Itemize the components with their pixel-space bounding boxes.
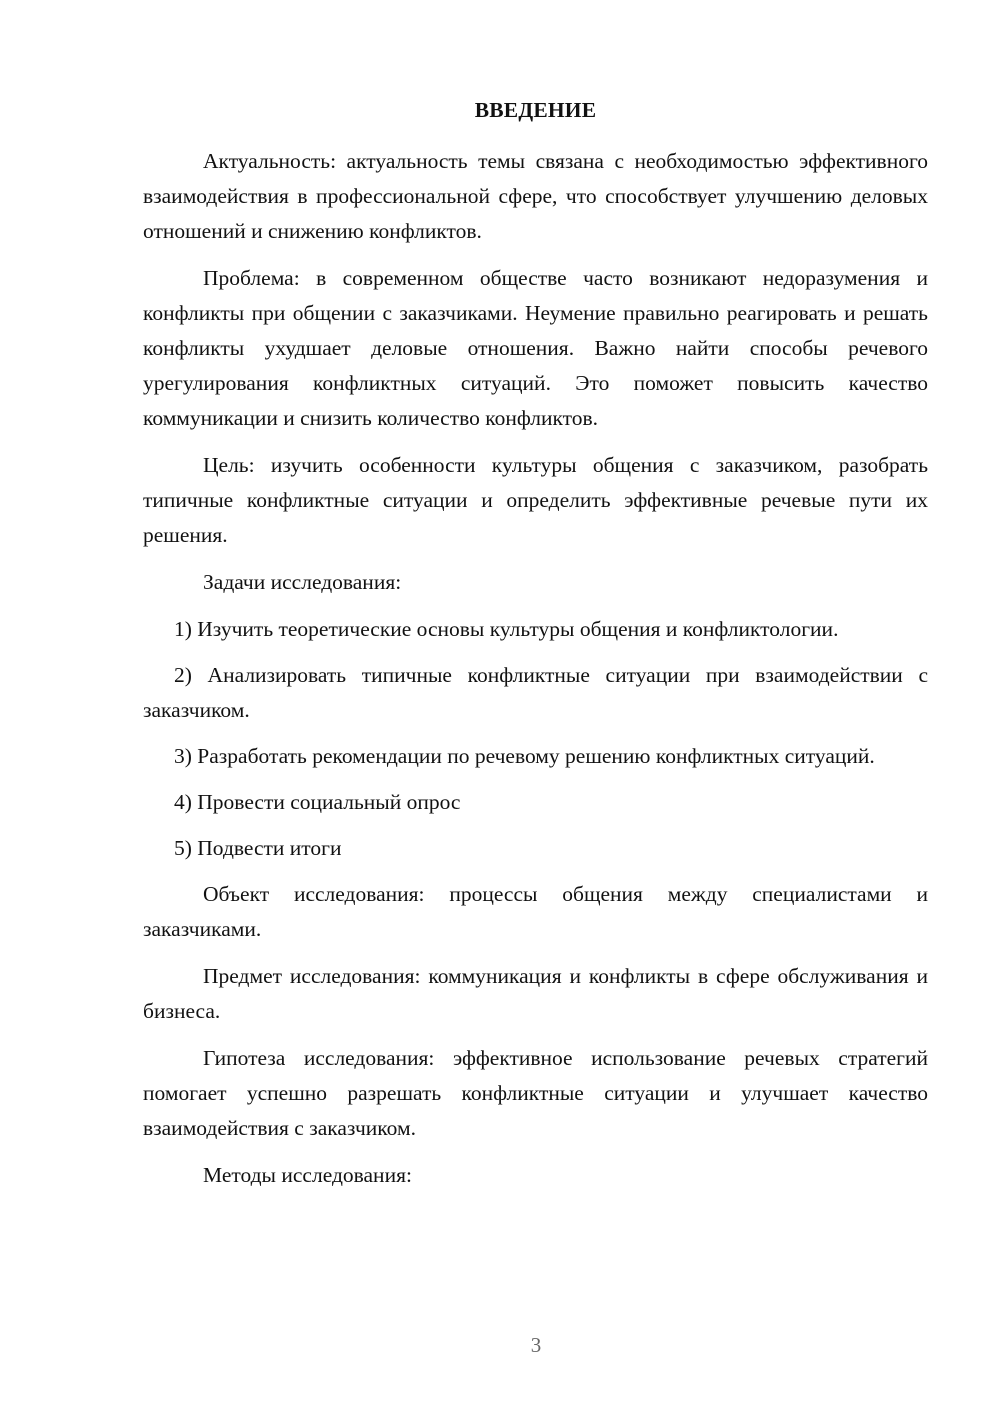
paragraph-tasks-heading: Задачи исследования: — [203, 570, 402, 594]
task-item-5: 5) Подвести итоги — [174, 836, 342, 860]
paragraph-subject: Предмет исследования: коммуникация и конфликты в сфере обслуживания и бизнеса. — [143, 964, 928, 1023]
task-item-2: 2) Анализировать типичные конфликтные ситуации при взаимодействии с заказчиком. — [143, 663, 928, 722]
task-item-4: 4) Провести социальный опрос — [174, 790, 461, 814]
paragraph-methods: Методы исследования: — [203, 1163, 412, 1187]
paragraph-hypothesis: Гипотеза исследования: эффективное использование речевых стратегий помогает успешно разрешать конфликтные ситуации и улучшает качество взаимодействия с заказчиком. — [143, 1046, 928, 1140]
page-number: 3 — [530, 1333, 542, 1357]
paragraph-problem: Проблема: в современном обществе часто возникают недоразумения и конфликты при общении с заказчиками. Неумение правильно реагировать и решать конфликты ухудшает деловые отношения. Важно найти способы речевого урегулирования конфликтных ситуаций. Это поможет повысить качество коммуникации и снизить количество конфликтов. — [143, 266, 928, 430]
document-page — [143, 96, 928, 1205]
task-item-3: 3) Разработать рекомендации по речевому решению конфликтных ситуаций. — [174, 744, 875, 768]
section-title: ВВЕДЕНИЕ — [474, 98, 597, 122]
task-item-1: 1) Изучить теоретические основы культуры общения и конфликтологии. — [174, 617, 839, 641]
paragraph-goal: Цель: изучить особенности культуры общения с заказчиком, разобрать типичные конфликтные ситуации и определить эффективные речевые пути их решения. — [143, 453, 928, 547]
paragraph-relevance: Актуальность: актуальность темы связана с необходимостью эффективного взаимодействия в профессиональной сфере, что способствует улучшению деловых отношений и снижению конфликтов. — [143, 149, 928, 243]
paragraph-object: Объект исследования: процессы общения между специалистами и заказчиками. — [143, 882, 928, 941]
